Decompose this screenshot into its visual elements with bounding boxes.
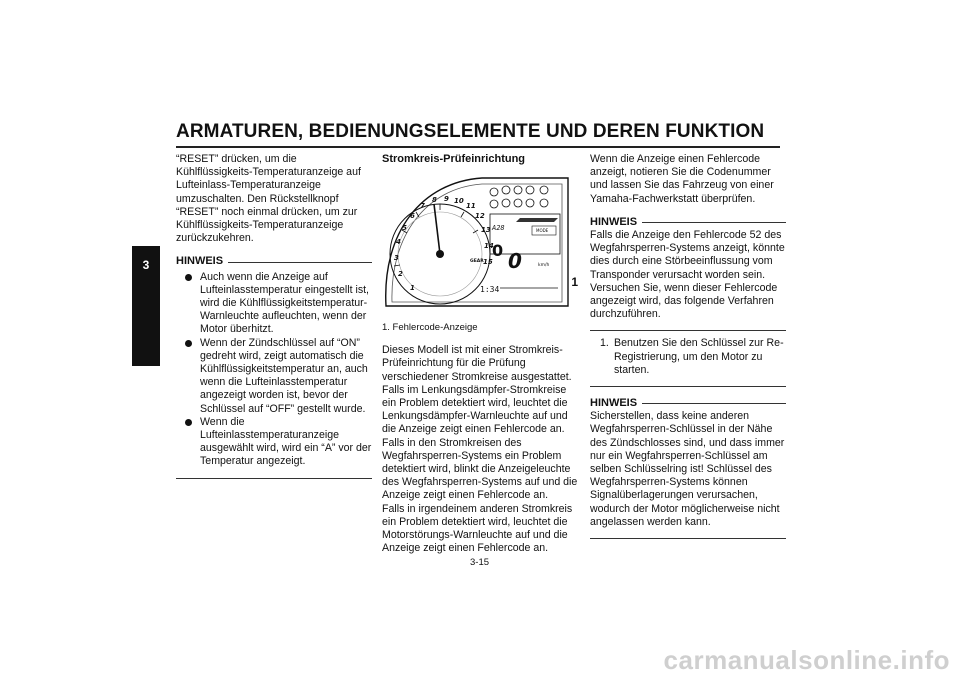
hinweis-title: HINWEIS [590, 215, 638, 228]
tacho-num-9: 9 [444, 195, 449, 204]
tacho-num-13: 13 [481, 226, 491, 235]
bullet-dot-icon [185, 419, 192, 426]
lcd-temp: A28 [492, 224, 505, 233]
hinweis2-text: Sicherstellen, dass keine anderen Wegfahrsperren-Schlüssel in der Nähe des Zündschlosses sind, und dass immer nur ein Wegfahrsperren-Schlüssel am selben Schlüsselring ist! Schlüssel des Wegfahrsperren-Systems können Signalüberlagerungen verursachen, wodurch der Motor möglicherweise nicht angelassen werden kann. [590, 410, 785, 528]
hinweis-end-rule [176, 478, 372, 479]
col1-intro: “RESET” drücken, um die Kühlflüssigkeits-Temperaturanzeige auf Lufteinlass-Temperaturanzeige umzuschalten. Den Rückstellknopf “RESET” noch einmal drücken, um zur Kühlflüssigkeits-Temperaturanzeige zurückzukehren. [176, 153, 361, 245]
tacho-num-8: 8 [432, 196, 437, 205]
tacho-num-12: 12 [475, 212, 485, 221]
tacho-num-2: 2 [398, 270, 403, 279]
lcd-gear: 0 [492, 241, 504, 261]
figure-caption: 1. Fehlercode-Anzeige [382, 322, 478, 334]
needle-hub [436, 250, 444, 258]
bullet-item [176, 271, 372, 337]
bullet-item [176, 416, 372, 469]
hinweis-title: HINWEIS [590, 397, 638, 410]
column-3 [590, 153, 786, 539]
mode-label: MODE [536, 228, 549, 234]
section-title: Stromkreis-Prüfeinrichtung [382, 153, 526, 165]
hinweis-header [590, 397, 786, 410]
bullet-item [176, 337, 372, 416]
step-number: 1. [600, 337, 609, 350]
bullet-text: Wenn die Lufteinlasstemperaturanzeige ausgewählt wird, wird ein “A” vor der Temperatur angezeigt. [200, 415, 372, 468]
bullet-dot-icon [185, 274, 192, 281]
instrument-figure [382, 172, 576, 322]
col3-intro: Wenn die Anzeige einen Fehlercode anzeigt, notieren Sie die Codenummer und lassen Sie das Fahrzeug von einer Yamaha-Fachwerkstatt überprüfen. [590, 153, 774, 205]
chapter-tab-label: 3 [142, 258, 150, 272]
hinweis-header [176, 255, 372, 268]
watermark: carmanualsonline.info [663, 645, 950, 675]
shift-bar [516, 218, 558, 222]
tacho-num-11: 11 [466, 202, 476, 211]
tacho-num-1: 1 [410, 284, 415, 293]
column-2 [382, 153, 578, 555]
header-rule [176, 146, 780, 148]
bullet-text: Wenn der Zündschlüssel auf “ON” gedreht wird, zeigt automatisch die Kühlflüssigkeitstemperatur an, auch wenn die Lufteinlasstemperatur angezeigt worden ist, bevor der Schlüssel auf “OFF” gestellt wurde. [200, 336, 368, 415]
chapter-tab [132, 246, 160, 366]
speed-unit: km/h [538, 263, 550, 269]
bullet-text: Auch wenn die Anzeige auf Lufteinlasstemperatur eingestellt ist, wird die Kühlflüssigkeitstemperatur-Warnleuchte aufleuchten, wenn der Motor überhitzt. [200, 270, 369, 336]
hinweis-end-rule [590, 538, 786, 539]
tacho-num-15: 15 [483, 258, 493, 267]
tacho-num-14: 14 [484, 242, 494, 251]
hinweis-bullets [176, 271, 372, 469]
page-number: 3-15 [470, 557, 490, 568]
tacho-num-3: 3 [394, 254, 399, 263]
tacho-num-6: 6 [410, 212, 415, 221]
gear-label: GEAR [470, 259, 484, 265]
lcd-speed-digit: 0 [508, 249, 522, 274]
page-title: ARMATUREN, BEDIENUNGSELEMENTE UND DEREN FUNKTION [176, 121, 765, 142]
tacho-num-10: 10 [454, 197, 464, 206]
step-item [590, 337, 786, 377]
figure-callout: 1 [571, 275, 578, 290]
hinweis-rule [642, 222, 786, 223]
hinweis-title: HINWEIS [176, 255, 224, 268]
indicator-lights [490, 186, 548, 208]
tacho-num-7: 7 [420, 202, 425, 211]
col2-body: Dieses Modell ist mit einer Stromkreis-Prüfeinrichtung für die Prüfung verschiedener Stromkreise ausgestattet. Falls im Lenkungsdämpfer-Stromkreise ein Problem detektiert wird, leuchtet die Lenkungsdämpfer-Warnleuchte auf und die Anzeige zeigt einen Fehlercode an. Falls in den Stromkreisen des Wegfahrsperren-Systems ein Problem detektiert wird, blinkt die Anzeigeleuchte des Wegfahrsperren-Systems auf und die Anzeige zeigt einen Fehlercode an. Falls in irgendeinem anderen Stromkreis ein Problem detektiert wird, leuchtet die Motorstörungs-Warnleuchte auf und die Anzeige zeigt einen Fehlercode an. [382, 344, 578, 555]
tacho-needle [434, 204, 440, 254]
hinweis1-text: Falls die Anzeige den Fehlercode 52 des Wegfahrsperren-Systems anzeigt, könnte dies durch eine Störbeeinflussung vom Transponder verursacht worden sein. Versuchen Sie, wenn dieser Fehlercode angezeigt wird, das folgende Verfahren durchzuführen. [590, 229, 785, 321]
hinweis-header [590, 216, 786, 229]
tacho-num-4: 4 [396, 238, 401, 247]
hinweis-end-rule [590, 330, 786, 331]
hinweis-rule [642, 403, 786, 404]
step-text: Benutzen Sie den Schlüssel zur Re-Registrierung, um den Motor zu starten. [614, 337, 784, 376]
step-end-rule [590, 386, 786, 387]
hinweis-rule [228, 262, 372, 263]
tacho-ticks [394, 204, 478, 266]
column-1 [176, 153, 372, 479]
bullet-dot-icon [185, 340, 192, 347]
tacho-num-5: 5 [402, 224, 407, 233]
lcd-trip: 1:34 [480, 285, 500, 295]
instrument-cluster-illustration [382, 172, 576, 312]
